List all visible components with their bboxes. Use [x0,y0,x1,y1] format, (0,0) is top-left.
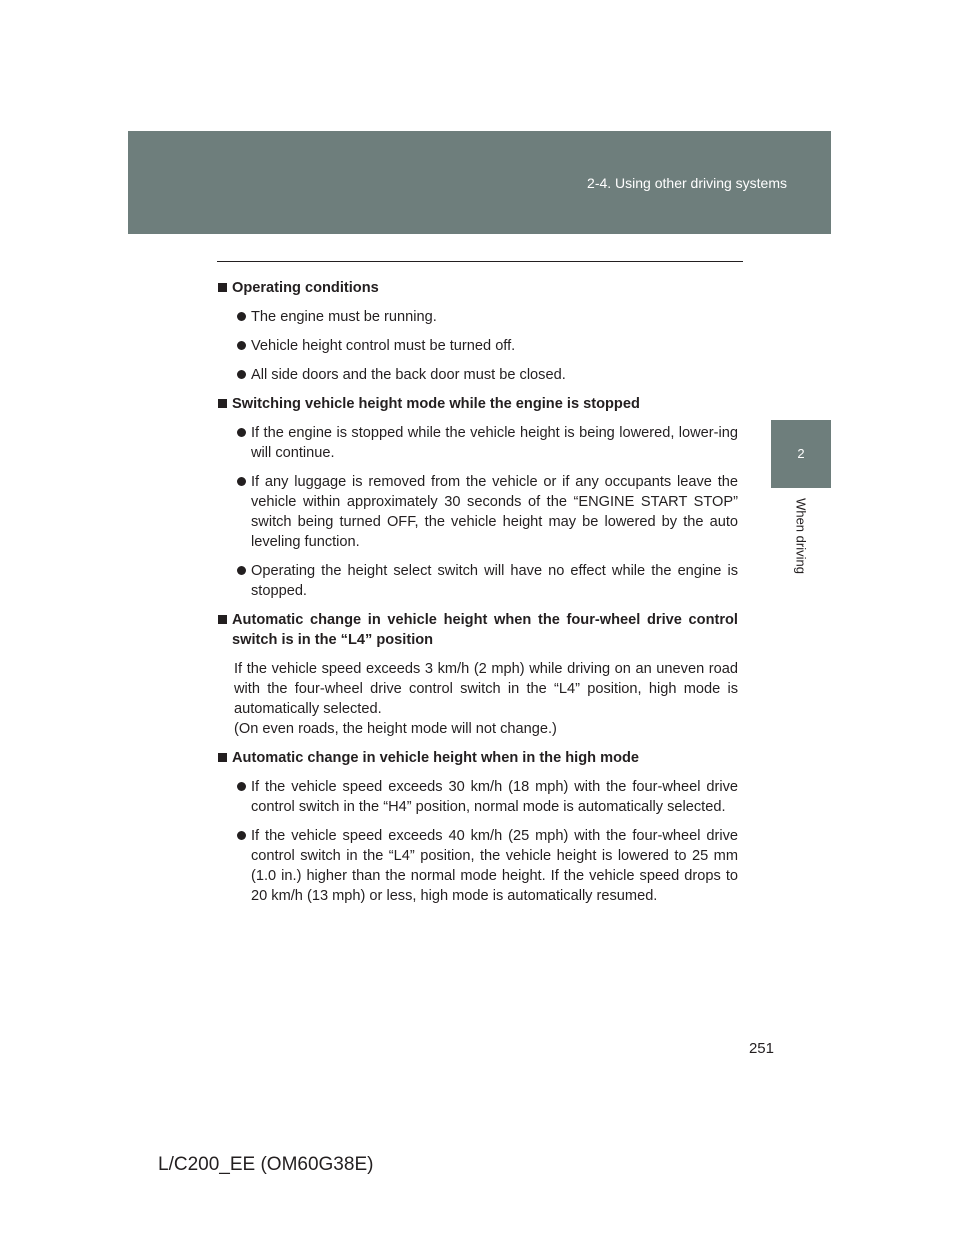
section-heading: Automatic change in vehicle height when the four-wheel drive control switch is in the “L4” position [217,610,738,650]
bullet-item: If the vehicle speed exceeds 40 km/h (25 mph) with the four-wheel drive control switch in the “L4” position, the vehicle height is lowered to 25 mm (1.0 in.) higher than the normal mode height. If the vehicle speed drops to 20 km/h (13 mph) or less, high mode is automatically resumed. [217,826,738,906]
bullet-item: The engine must be running. [217,307,738,327]
bullet-item: If the vehicle speed exceeds 30 km/h (18 mph) with the four-wheel drive control switch in the “H4” position, normal mode is automatically selected. [217,777,738,817]
top-rule [217,261,743,262]
section-engine-stopped [217,394,738,601]
section-heading: Switching vehicle height mode while the engine is stopped [217,394,738,414]
section-high-mode [217,748,738,906]
section-heading: Automatic change in vehicle height when in the high mode [217,748,738,768]
section-heading: Operating conditions [217,278,738,298]
section-operating-conditions [217,278,738,385]
chapter-tab [771,420,831,488]
document-code: L/C200_EE (OM60G38E) [158,1154,374,1175]
paragraph-note: (On even roads, the height mode will not change.) [234,721,557,737]
bullet-item: Operating the height select switch will have no effect while the engine is stopped. [217,561,738,601]
manual-content [217,278,738,915]
bullet-item: Vehicle height control must be turned off. [217,336,738,356]
chapter-number: 2 [797,446,805,461]
page-number: 251 [748,1040,774,1057]
bullet-item: If any luggage is removed from the vehicle or if any occupants leave the vehicle within approximately 30 seconds of the “ENGINE START STOP” switch being turned OFF, the vehicle height may be lowered by the auto leveling function. [217,472,738,552]
section-paragraph [217,659,738,739]
chapter-label: When driving [793,498,809,574]
header-band [128,131,831,234]
paragraph-text: If the vehicle speed exceeds 3 km/h (2 mph) while driving on an uneven road with the four-wheel drive control switch in the “L4” position, high mode is automatically selected. [234,661,738,717]
section-title: 2-4. Using other driving systems [587,175,787,191]
section-l4-position [217,610,738,739]
bullet-item: All side doors and the back door must be closed. [217,365,738,385]
bullet-item: If the engine is stopped while the vehicle height is being lowered, lower-ing will continue. [217,423,738,463]
